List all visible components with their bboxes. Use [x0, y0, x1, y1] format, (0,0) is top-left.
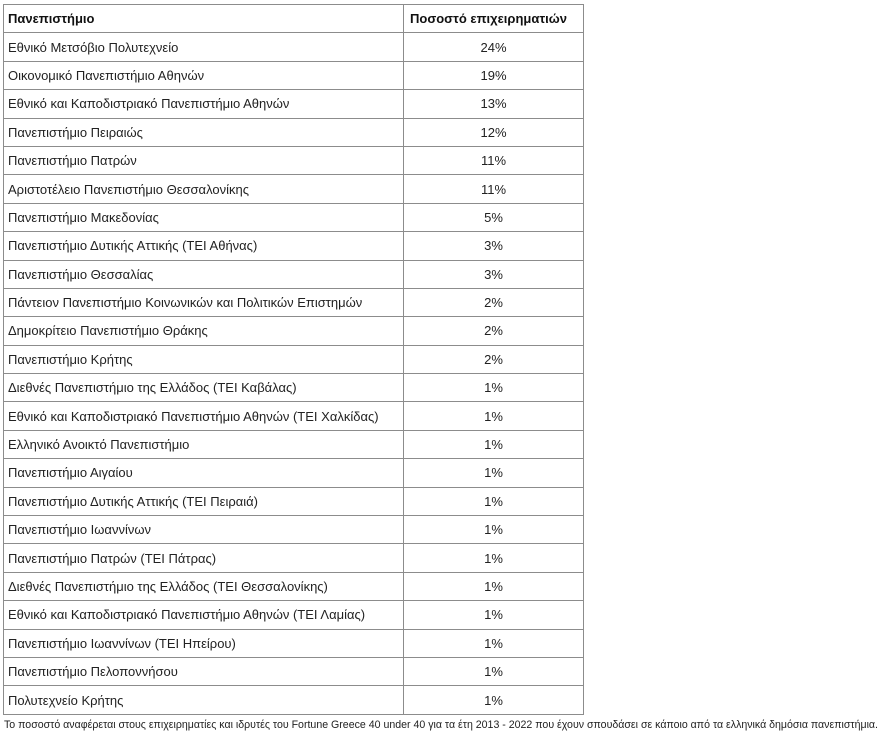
table-row	[4, 260, 584, 288]
university-name: Πανεπιστήμιο Αιγαίου	[4, 459, 404, 487]
university-name: Πανεπιστήμιο Δυτικής Αττικής (ΤΕΙ Αθήνας)	[4, 232, 404, 260]
table-row	[4, 629, 584, 657]
entrepreneur-percentage: 11%	[404, 146, 584, 174]
entrepreneur-percentage: 3%	[404, 260, 584, 288]
entrepreneur-percentage: 1%	[404, 402, 584, 430]
entrepreneur-percentage: 11%	[404, 175, 584, 203]
table-row	[4, 203, 584, 231]
university-name: Πανεπιστήμιο Δυτικής Αττικής (ΤΕΙ Πειραιά)	[4, 487, 404, 515]
table-row	[4, 601, 584, 629]
entrepreneur-percentage: 2%	[404, 288, 584, 316]
university-name: Εθνικό Μετσόβιο Πολυτεχνείο	[4, 33, 404, 61]
entrepreneur-percentage: 2%	[404, 345, 584, 373]
university-name: Πανεπιστήμιο Πειραιώς	[4, 118, 404, 146]
table-row	[4, 90, 584, 118]
table-row	[4, 516, 584, 544]
table-row	[4, 232, 584, 260]
table-row	[4, 61, 584, 89]
table-row	[4, 345, 584, 373]
entrepreneur-percentage: 24%	[404, 33, 584, 61]
table-row	[4, 572, 584, 600]
table-row	[4, 146, 584, 174]
university-name: Πανεπιστήμιο Ιωαννίνων (ΤΕΙ Ηπείρου)	[4, 629, 404, 657]
table-row	[4, 118, 584, 146]
entrepreneur-percentage: 1%	[404, 629, 584, 657]
entrepreneur-percentage: 2%	[404, 317, 584, 345]
university-name: Εθνικό και Καποδιστριακό Πανεπιστήμιο Αθηνών	[4, 90, 404, 118]
table-header-row	[4, 5, 584, 33]
table-row	[4, 657, 584, 685]
university-name: Οικονομικό Πανεπιστήμιο Αθηνών	[4, 61, 404, 89]
entrepreneur-percentage: 1%	[404, 516, 584, 544]
table-body	[4, 33, 584, 714]
university-name: Πανεπιστήμιο Ιωαννίνων	[4, 516, 404, 544]
university-name: Πανεπιστήμιο Πατρών (ΤΕΙ Πάτρας)	[4, 544, 404, 572]
entrepreneur-percentage: 1%	[404, 686, 584, 714]
table-row	[4, 288, 584, 316]
table-row	[4, 487, 584, 515]
university-name: Δημοκρίτειο Πανεπιστήμιο Θράκης	[4, 317, 404, 345]
entrepreneur-percentage: 1%	[404, 544, 584, 572]
table-row	[4, 374, 584, 402]
table-row	[4, 544, 584, 572]
entrepreneur-percentage: 1%	[404, 601, 584, 629]
table-row	[4, 430, 584, 458]
entrepreneur-percentage: 1%	[404, 459, 584, 487]
university-name: Διεθνές Πανεπιστήμιο της Ελλάδος (ΤΕΙ Θεσσαλονίκης)	[4, 572, 404, 600]
entrepreneur-percentage: 12%	[404, 118, 584, 146]
entrepreneur-percentage: 3%	[404, 232, 584, 260]
entrepreneur-percentage: 19%	[404, 61, 584, 89]
entrepreneur-percentage: 1%	[404, 572, 584, 600]
table-row	[4, 402, 584, 430]
university-name: Διεθνές Πανεπιστήμιο της Ελλάδος (ΤΕΙ Καβάλας)	[4, 374, 404, 402]
entrepreneur-percentage: 5%	[404, 203, 584, 231]
entrepreneur-percentage: 1%	[404, 487, 584, 515]
footnote: Το ποσοστό αναφέρεται στους επιχειρηματίες και ιδρυτές του Fortune Greece 40 under 40 για τα έτη 2013 - 2022 που έχουν σπουδάσει σε κάποιο από τα ελληνικά δημόσια πανεπιστήμια.	[4, 719, 878, 731]
table-row	[4, 33, 584, 61]
entrepreneur-percentage: 1%	[404, 374, 584, 402]
university-name: Πανεπιστήμιο Θεσσαλίας	[4, 260, 404, 288]
university-name: Ελληνικό Ανοικτό Πανεπιστήμιο	[4, 430, 404, 458]
header-percentage: Ποσοστό επιχειρηματιών	[404, 5, 584, 33]
university-name: Πανεπιστήμιο Πατρών	[4, 146, 404, 174]
university-name: Πάντειον Πανεπιστήμιο Κοινωνικών και Πολιτικών Επιστημών	[4, 288, 404, 316]
universities-table	[3, 4, 584, 715]
table-row	[4, 459, 584, 487]
university-name: Πολυτεχνείο Κρήτης	[4, 686, 404, 714]
table-row	[4, 317, 584, 345]
entrepreneur-percentage: 1%	[404, 657, 584, 685]
university-name: Εθνικό και Καποδιστριακό Πανεπιστήμιο Αθηνών (ΤΕΙ Λαμίας)	[4, 601, 404, 629]
entrepreneur-percentage: 1%	[404, 430, 584, 458]
university-name: Πανεπιστήμιο Μακεδονίας	[4, 203, 404, 231]
table-row	[4, 175, 584, 203]
university-name: Πανεπιστήμιο Κρήτης	[4, 345, 404, 373]
entrepreneur-percentage: 13%	[404, 90, 584, 118]
university-name: Πανεπιστήμιο Πελοποννήσου	[4, 657, 404, 685]
header-university: Πανεπιστήμιο	[4, 5, 404, 33]
university-name: Εθνικό και Καποδιστριακό Πανεπιστήμιο Αθηνών (ΤΕΙ Χαλκίδας)	[4, 402, 404, 430]
university-name: Αριστοτέλειο Πανεπιστήμιο Θεσσαλονίκης	[4, 175, 404, 203]
table-row	[4, 686, 584, 714]
